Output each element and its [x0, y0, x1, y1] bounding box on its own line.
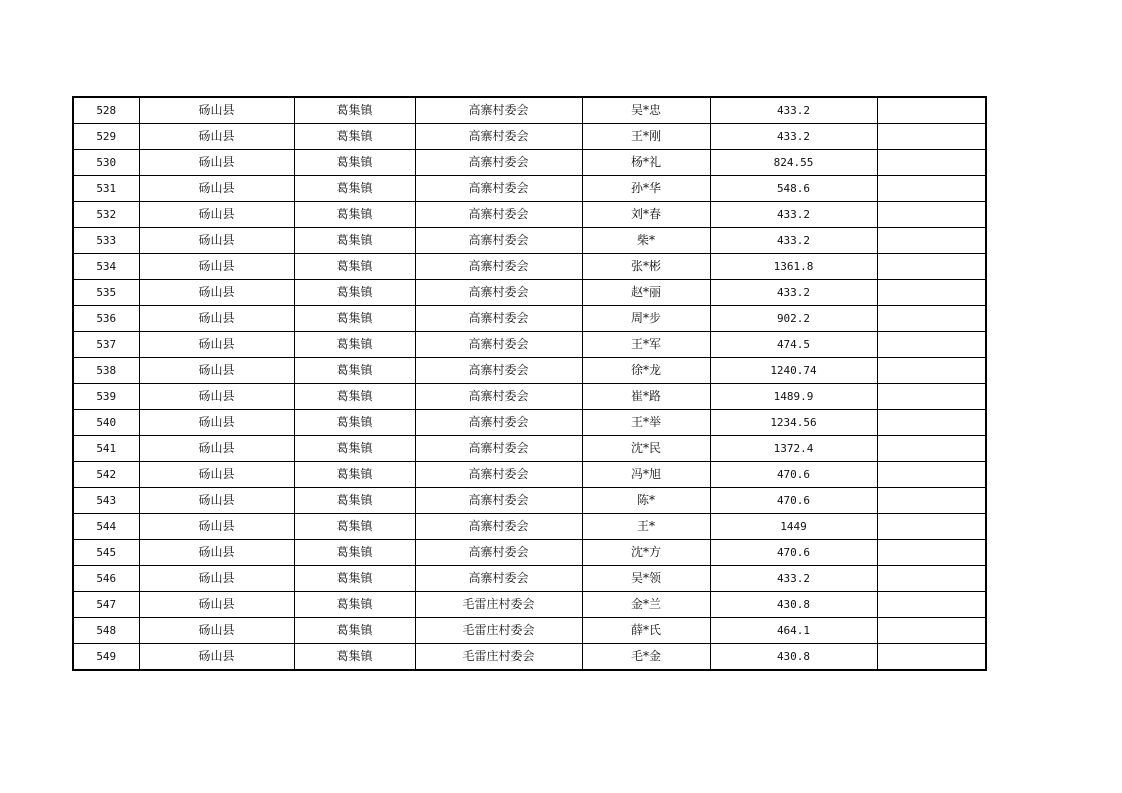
- cell-village-committee: 高寨村委会: [415, 254, 582, 280]
- cell-row-number: 536: [73, 306, 139, 332]
- table-row: [73, 306, 986, 332]
- cell-town: 葛集镇: [294, 436, 415, 462]
- cell-village-committee: 毛雷庄村委会: [415, 592, 582, 618]
- cell-town: 葛集镇: [294, 97, 415, 124]
- table-row: [73, 644, 986, 671]
- cell-row-number: 533: [73, 228, 139, 254]
- cell-county: 砀山县: [139, 592, 294, 618]
- cell-name: 陈*: [582, 488, 710, 514]
- cell-town: 葛集镇: [294, 280, 415, 306]
- cell-village-committee: 高寨村委会: [415, 124, 582, 150]
- cell-village-committee: 高寨村委会: [415, 462, 582, 488]
- cell-row-number: 546: [73, 566, 139, 592]
- cell-row-number: 537: [73, 332, 139, 358]
- cell-row-number: 545: [73, 540, 139, 566]
- cell-remarks: [877, 306, 986, 332]
- cell-name: 徐*龙: [582, 358, 710, 384]
- cell-remarks: [877, 566, 986, 592]
- cell-amount: 1372.4: [710, 436, 877, 462]
- cell-name: 孙*华: [582, 176, 710, 202]
- table-row: [73, 176, 986, 202]
- cell-amount: 430.8: [710, 644, 877, 671]
- cell-remarks: [877, 176, 986, 202]
- cell-village-committee: 高寨村委会: [415, 280, 582, 306]
- data-table: [72, 96, 987, 671]
- cell-name: 王*举: [582, 410, 710, 436]
- cell-remarks: [877, 280, 986, 306]
- cell-row-number: 547: [73, 592, 139, 618]
- cell-name: 沈*方: [582, 540, 710, 566]
- cell-amount: 470.6: [710, 540, 877, 566]
- cell-village-committee: 高寨村委会: [415, 176, 582, 202]
- cell-amount: 1240.74: [710, 358, 877, 384]
- cell-county: 砀山县: [139, 176, 294, 202]
- cell-amount: 824.55: [710, 150, 877, 176]
- cell-remarks: [877, 124, 986, 150]
- cell-name: 张*彬: [582, 254, 710, 280]
- cell-town: 葛集镇: [294, 540, 415, 566]
- cell-county: 砀山县: [139, 436, 294, 462]
- cell-remarks: [877, 436, 986, 462]
- cell-town: 葛集镇: [294, 488, 415, 514]
- cell-name: 吴*忠: [582, 97, 710, 124]
- table-row: [73, 592, 986, 618]
- cell-remarks: [877, 150, 986, 176]
- cell-remarks: [877, 514, 986, 540]
- table-row: [73, 332, 986, 358]
- cell-amount: 1234.56: [710, 410, 877, 436]
- cell-remarks: [877, 592, 986, 618]
- cell-row-number: 540: [73, 410, 139, 436]
- cell-amount: 433.2: [710, 97, 877, 124]
- cell-amount: 1361.8: [710, 254, 877, 280]
- cell-town: 葛集镇: [294, 410, 415, 436]
- cell-village-committee: 高寨村委会: [415, 97, 582, 124]
- cell-village-committee: 毛雷庄村委会: [415, 618, 582, 644]
- cell-town: 葛集镇: [294, 228, 415, 254]
- cell-amount: 474.5: [710, 332, 877, 358]
- cell-amount: 548.6: [710, 176, 877, 202]
- cell-village-committee: 高寨村委会: [415, 306, 582, 332]
- cell-row-number: 544: [73, 514, 139, 540]
- table-row: [73, 384, 986, 410]
- cell-county: 砀山县: [139, 540, 294, 566]
- cell-remarks: [877, 358, 986, 384]
- cell-remarks: [877, 97, 986, 124]
- cell-row-number: 532: [73, 202, 139, 228]
- cell-town: 葛集镇: [294, 150, 415, 176]
- cell-name: 吴*领: [582, 566, 710, 592]
- cell-village-committee: 高寨村委会: [415, 202, 582, 228]
- cell-county: 砀山县: [139, 462, 294, 488]
- cell-name: 杨*礼: [582, 150, 710, 176]
- cell-remarks: [877, 332, 986, 358]
- cell-name: 柴*: [582, 228, 710, 254]
- cell-name: 刘*春: [582, 202, 710, 228]
- table-row: [73, 436, 986, 462]
- cell-amount: 464.1: [710, 618, 877, 644]
- cell-town: 葛集镇: [294, 644, 415, 671]
- cell-name: 冯*旭: [582, 462, 710, 488]
- cell-remarks: [877, 540, 986, 566]
- cell-town: 葛集镇: [294, 618, 415, 644]
- cell-town: 葛集镇: [294, 176, 415, 202]
- cell-county: 砀山县: [139, 150, 294, 176]
- cell-name: 王*军: [582, 332, 710, 358]
- cell-town: 葛集镇: [294, 306, 415, 332]
- cell-village-committee: 高寨村委会: [415, 488, 582, 514]
- cell-town: 葛集镇: [294, 514, 415, 540]
- cell-row-number: 528: [73, 97, 139, 124]
- cell-county: 砀山县: [139, 488, 294, 514]
- table-body: [73, 97, 986, 670]
- table-row: [73, 540, 986, 566]
- cell-county: 砀山县: [139, 97, 294, 124]
- cell-name: 周*步: [582, 306, 710, 332]
- cell-town: 葛集镇: [294, 592, 415, 618]
- cell-amount: 902.2: [710, 306, 877, 332]
- cell-amount: 1449: [710, 514, 877, 540]
- table-row: [73, 124, 986, 150]
- cell-remarks: [877, 202, 986, 228]
- cell-row-number: 539: [73, 384, 139, 410]
- cell-amount: 433.2: [710, 566, 877, 592]
- table-row: [73, 97, 986, 124]
- cell-amount: 1489.9: [710, 384, 877, 410]
- cell-row-number: 542: [73, 462, 139, 488]
- cell-name: 王*刚: [582, 124, 710, 150]
- cell-village-committee: 高寨村委会: [415, 150, 582, 176]
- cell-village-committee: 高寨村委会: [415, 410, 582, 436]
- cell-county: 砀山县: [139, 332, 294, 358]
- cell-row-number: 548: [73, 618, 139, 644]
- cell-county: 砀山县: [139, 384, 294, 410]
- cell-county: 砀山县: [139, 228, 294, 254]
- cell-name: 金*兰: [582, 592, 710, 618]
- cell-village-committee: 高寨村委会: [415, 514, 582, 540]
- cell-village-committee: 高寨村委会: [415, 332, 582, 358]
- table-row: [73, 618, 986, 644]
- table-row: [73, 462, 986, 488]
- cell-village-committee: 高寨村委会: [415, 228, 582, 254]
- table-row: [73, 488, 986, 514]
- cell-county: 砀山县: [139, 566, 294, 592]
- cell-row-number: 549: [73, 644, 139, 671]
- cell-town: 葛集镇: [294, 358, 415, 384]
- cell-village-committee: 高寨村委会: [415, 384, 582, 410]
- cell-amount: 433.2: [710, 280, 877, 306]
- cell-amount: 430.8: [710, 592, 877, 618]
- cell-name: 沈*民: [582, 436, 710, 462]
- cell-town: 葛集镇: [294, 254, 415, 280]
- cell-row-number: 529: [73, 124, 139, 150]
- cell-remarks: [877, 384, 986, 410]
- cell-remarks: [877, 462, 986, 488]
- cell-name: 毛*金: [582, 644, 710, 671]
- cell-row-number: 534: [73, 254, 139, 280]
- cell-county: 砀山县: [139, 306, 294, 332]
- cell-village-committee: 高寨村委会: [415, 566, 582, 592]
- cell-county: 砀山县: [139, 124, 294, 150]
- cell-town: 葛集镇: [294, 332, 415, 358]
- cell-county: 砀山县: [139, 644, 294, 671]
- cell-amount: 470.6: [710, 488, 877, 514]
- cell-remarks: [877, 488, 986, 514]
- cell-name: 崔*路: [582, 384, 710, 410]
- cell-row-number: 538: [73, 358, 139, 384]
- cell-village-committee: 高寨村委会: [415, 436, 582, 462]
- cell-county: 砀山县: [139, 202, 294, 228]
- cell-row-number: 531: [73, 176, 139, 202]
- table-row: [73, 202, 986, 228]
- cell-county: 砀山县: [139, 514, 294, 540]
- cell-name: 薛*氏: [582, 618, 710, 644]
- cell-row-number: 530: [73, 150, 139, 176]
- cell-row-number: 543: [73, 488, 139, 514]
- table-row: [73, 254, 986, 280]
- cell-amount: 433.2: [710, 124, 877, 150]
- cell-county: 砀山县: [139, 254, 294, 280]
- cell-row-number: 541: [73, 436, 139, 462]
- cell-name: 赵*丽: [582, 280, 710, 306]
- cell-village-committee: 高寨村委会: [415, 358, 582, 384]
- cell-name: 王*: [582, 514, 710, 540]
- table-row: [73, 410, 986, 436]
- cell-county: 砀山县: [139, 618, 294, 644]
- cell-remarks: [877, 410, 986, 436]
- cell-remarks: [877, 618, 986, 644]
- cell-county: 砀山县: [139, 280, 294, 306]
- cell-town: 葛集镇: [294, 462, 415, 488]
- cell-amount: 433.2: [710, 202, 877, 228]
- table-row: [73, 358, 986, 384]
- cell-amount: 433.2: [710, 228, 877, 254]
- cell-amount: 470.6: [710, 462, 877, 488]
- cell-town: 葛集镇: [294, 566, 415, 592]
- cell-county: 砀山县: [139, 358, 294, 384]
- table-row: [73, 566, 986, 592]
- cell-town: 葛集镇: [294, 384, 415, 410]
- cell-remarks: [877, 644, 986, 671]
- cell-village-committee: 高寨村委会: [415, 540, 582, 566]
- cell-county: 砀山县: [139, 410, 294, 436]
- cell-town: 葛集镇: [294, 124, 415, 150]
- table-row: [73, 228, 986, 254]
- cell-town: 葛集镇: [294, 202, 415, 228]
- table-row: [73, 150, 986, 176]
- cell-village-committee: 毛雷庄村委会: [415, 644, 582, 671]
- table-row: [73, 280, 986, 306]
- table-row: [73, 514, 986, 540]
- cell-remarks: [877, 228, 986, 254]
- cell-row-number: 535: [73, 280, 139, 306]
- cell-remarks: [877, 254, 986, 280]
